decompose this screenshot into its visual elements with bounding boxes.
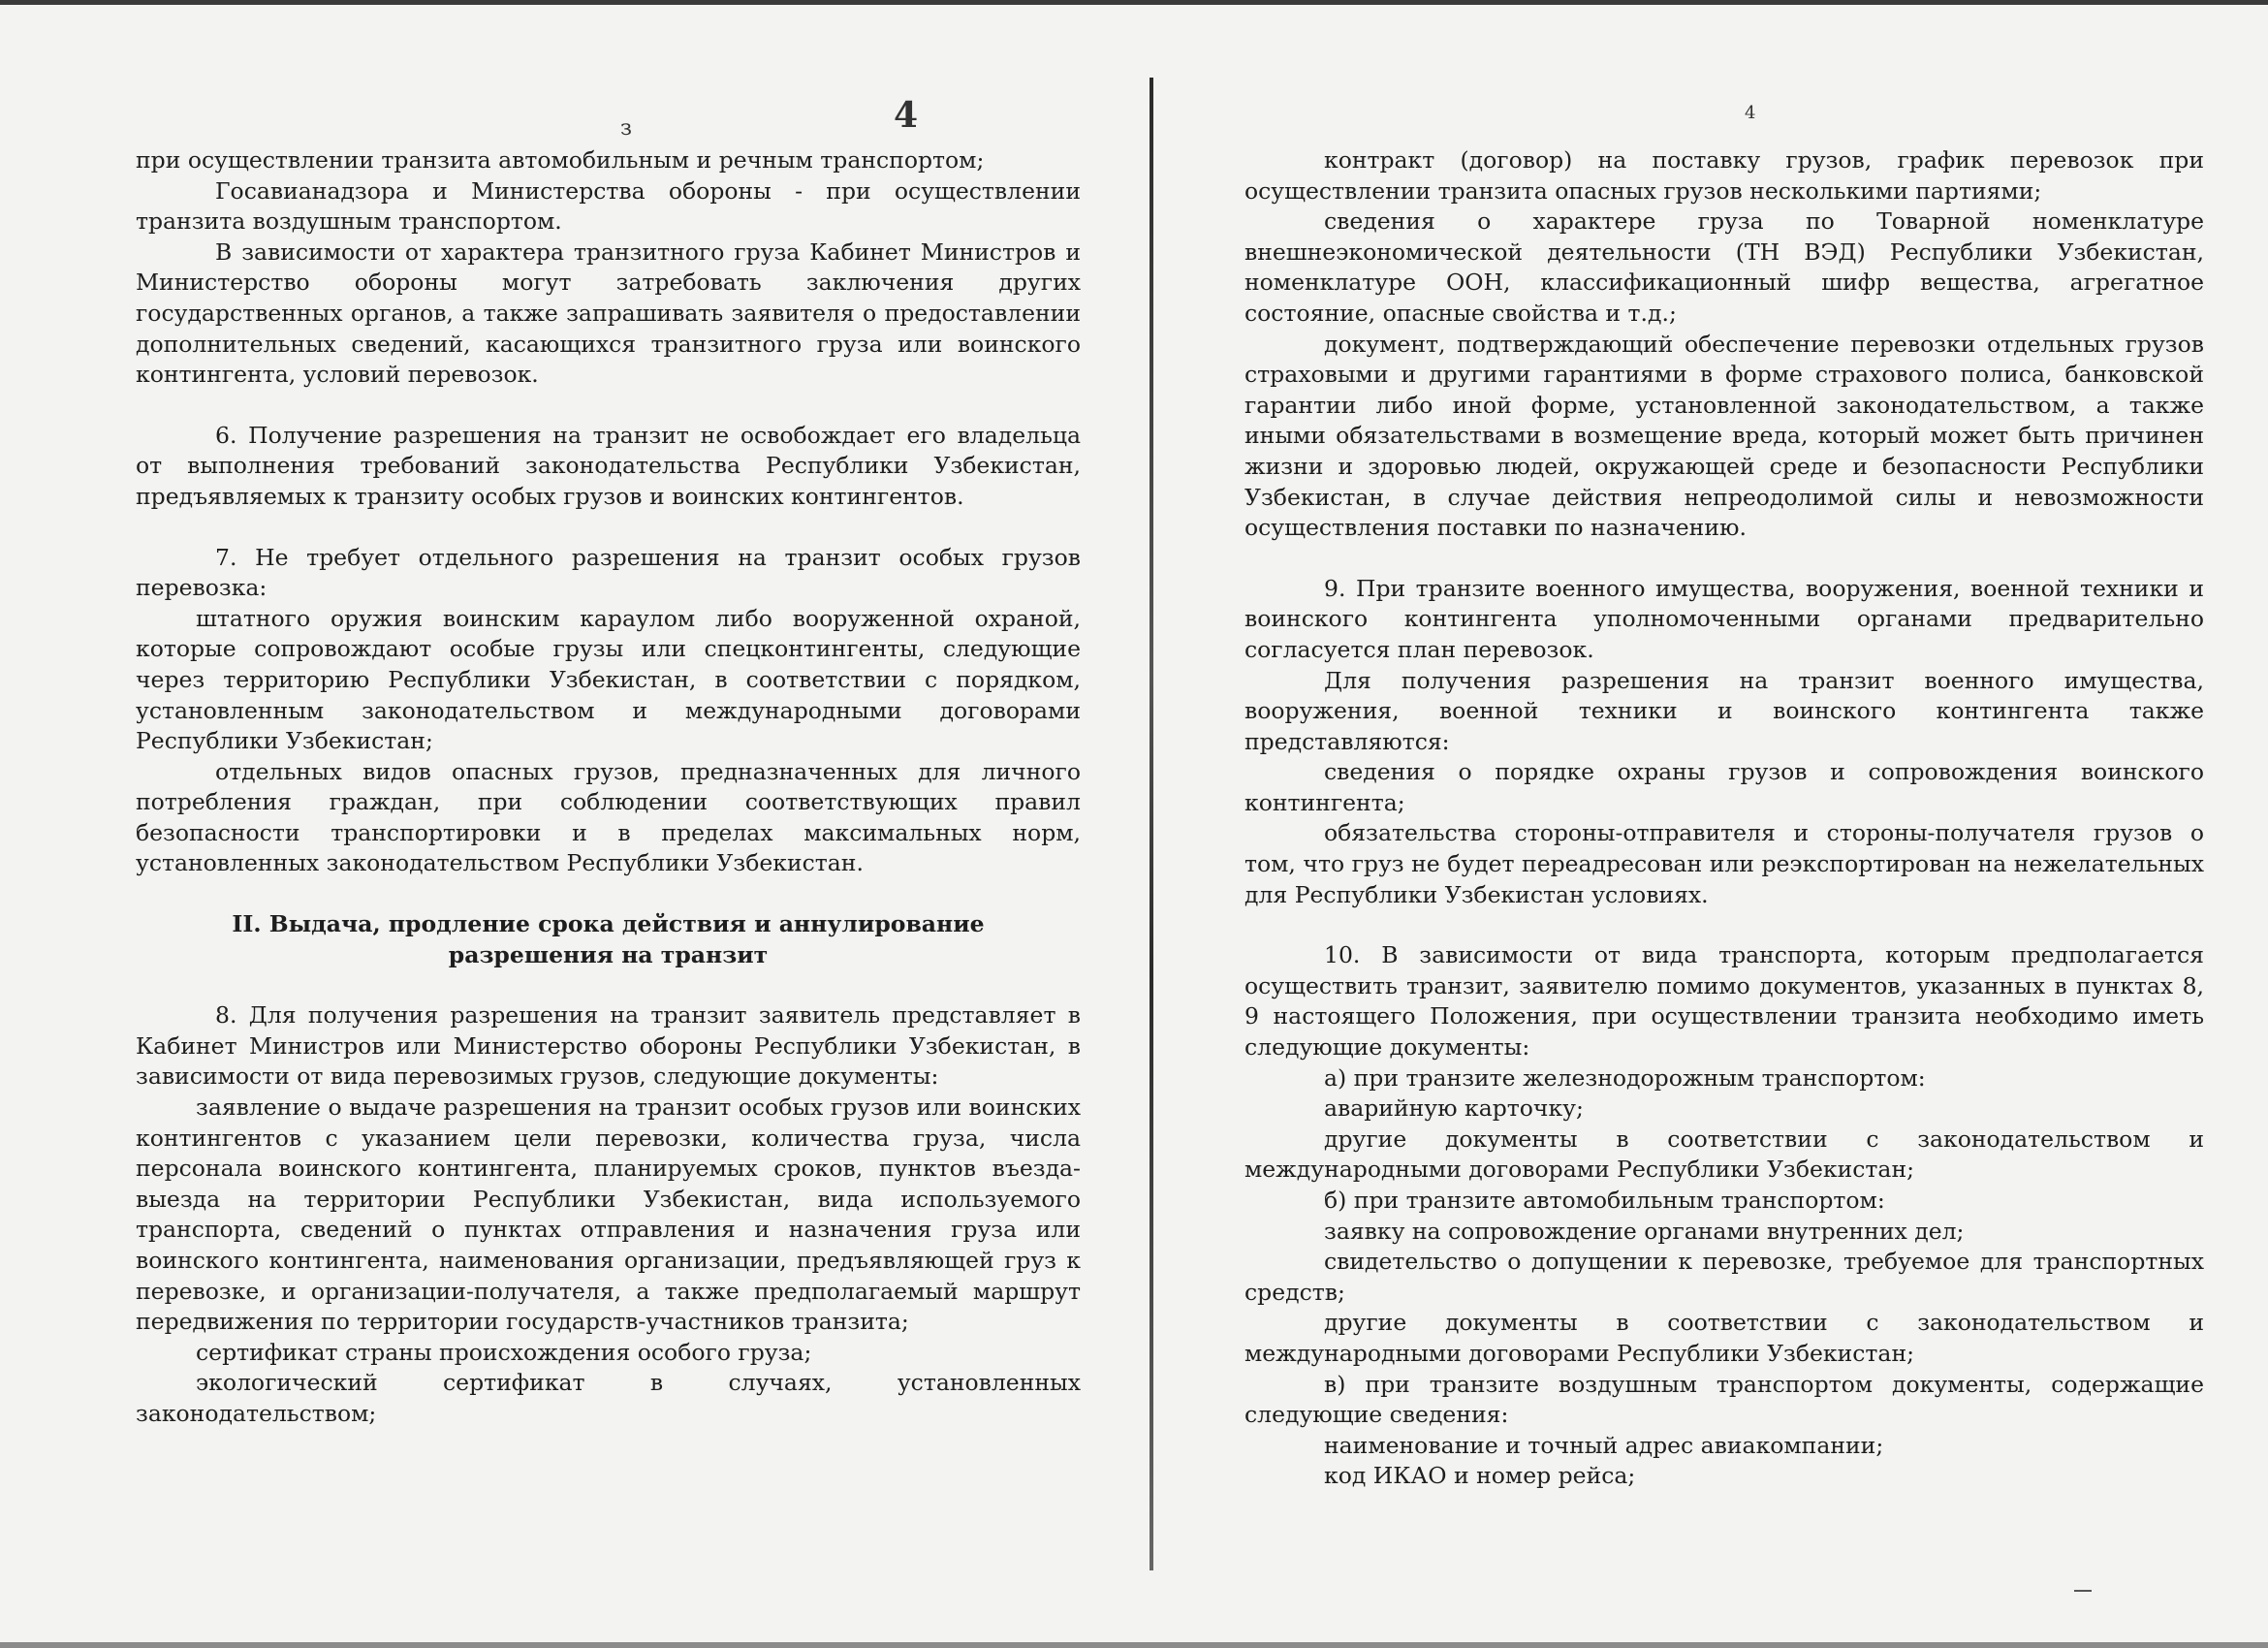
right-page	[1244, 145, 2204, 1492]
paragraph: при осуществлении транзита автомобильным и речным транспортом;	[136, 146, 985, 174]
paragraph: 10. В зависимости от вида транспорта, которым предполагается осуществить транзит, заявителю помимо документов, указанных в пунктах 8, 9 настоящего Положения, при осуществлении транзита необходимо иметь следующие документы:	[1244, 941, 2204, 1062]
paragraph: контракт (договор) на поставку грузов, график перевозок при осуществлении транзита опасных грузов несколькими партиями;	[1244, 146, 2204, 205]
paragraph: штатного оружия воинским караулом либо вооруженной охраной, которые сопровождают особые грузы или спецконтингенты, следующие через территорию Республики Узбекистан, в соответствии с порядком, установленным законодательством и международными договорами Республики Узбекистан;	[136, 604, 1081, 755]
section-heading: II. Выдача, продление срока действия и аннулирование	[232, 910, 985, 938]
paragraph: Госавианадзора и Министерства обороны - при осуществлении транзита воздушным транспортом.	[136, 176, 1081, 236]
paragraph: другие документы в соответствии с законодательством и международными договорами Республики Узбекистан;	[1244, 1125, 2204, 1184]
page-number-mark: 4	[894, 95, 919, 136]
paragraph: аварийную карточку;	[1324, 1094, 1584, 1123]
paragraph: свидетельство о допущении к перевозке, требуемое для транспортных средств;	[1244, 1248, 2204, 1306]
paragraph: 8. Для получения разрешения на транзит заявитель представляет в Кабинет Министров или Министерство обороны Республики Узбекистан, в зависимости от вида перевозимых грузов, следующие документы:	[136, 1001, 1081, 1091]
paragraph: В зависимости от характера транзитного груза Кабинет Министров и Министерство обороны могут затребовать заключения других государственных органов, а также запрашивать заявителя о предоставлении дополнительных сведений, касающихся транзитного груза или воинского контингента, условий перевозок.	[136, 238, 1081, 389]
paragraph: код ИКАО и номер рейса;	[1324, 1462, 1636, 1490]
paragraph: заявление о выдаче разрешения на транзит особых грузов или воинских контингентов с указанием цели перевозки, количества груза, числа персонала воинского контингента, планируемых сроков, пунктов въезда-выезда на территории Республики Узбекистан, вида используемого транспорта, сведений о пунктах отправления и назначения груза или воинского контингента, наименования организации, предъявляющей груз к перевозке, и организации-получателя, а также предполагаемый маршрут передвижения по территории государств-участников транзита;	[136, 1093, 1081, 1336]
paragraph: сертификат страны происхождения особого груза;	[196, 1338, 812, 1366]
page-mark-left-small: з	[620, 116, 632, 141]
page-mark-right-small: 4	[1745, 103, 1756, 123]
paragraph: сведения о характере груза по Товарной номенклатуре внешнеэкономической деятельности (ТН ВЭД) Республики Узбекистан, номенклатуре ООН, классификационный шифр вещества, агрегатное состояние, опасные свойства и т.д.;	[1244, 207, 2204, 327]
scan-edge-bottom	[0, 1642, 2268, 1648]
paragraph: 7. Не требует отдельного разрешения на транзит особых грузов перевозка:	[136, 543, 1081, 602]
left-page	[136, 145, 1081, 1430]
scan-edge-top	[0, 0, 2268, 5]
paragraph: 9. При транзите военного имущества, вооружения, военной техники и воинского контингента уполномоченными органами предварительно согласуется план перевозок.	[1244, 574, 2204, 663]
scan-artifact-dash	[2074, 1590, 2092, 1592]
paragraph: б) при транзите автомобильным транспортом:	[1324, 1187, 1885, 1214]
paragraph: в) при транзите воздушным транспортом документы, содержащие следующие сведения:	[1244, 1370, 2204, 1429]
section-heading: разрешения на транзит	[448, 940, 769, 968]
paragraph: сведения о порядке охраны грузов и сопровождения воинского контингента;	[1244, 758, 2204, 816]
paragraph: отдельных видов опасных грузов, предназначенных для личного потребления граждан, при соблюдении соответствующих правил безопасности транспортировки и в пределах максимальных норм, установленных законодательством Республики Узбекистан.	[136, 757, 1081, 877]
paragraph: наименование и точный адрес авиакомпании;	[1324, 1431, 1884, 1459]
page-fold-line	[1150, 78, 1153, 1570]
paragraph: Для получения разрешения на транзит военного имущества, вооружения, военной техники и воинского контингента также представляются:	[1244, 666, 2204, 755]
paragraph: документ, подтверждающий обеспечение перевозки отдельных грузов страховыми и другими гарантиями в форме страхового полиса, банковской гарантии либо иной форме, установленной законодательством, а также иными обязательствами в возмещение вреда, который может быть причинен жизни и здоровью людей, окружающей среде и безопасности Республики Узбекистан, в случае действия непреодолимой силы и невозможности осуществления поставки по назначению.	[1244, 330, 2204, 542]
paragraph: экологический сертификат в случаях, установленных законодательством;	[136, 1369, 1081, 1427]
paragraph: а) при транзите железнодорожным транспортом:	[1324, 1063, 1926, 1092]
paragraph: другие документы в соответствии с законодательством и международными договорами Республики Узбекистан;	[1244, 1309, 2204, 1367]
paragraph: обязательства стороны-отправителя и стороны-получателя грузов о том, что груз не будет переадресован или реэкспортирован на нежелательных для Республики Узбекистан условиях.	[1244, 819, 2204, 908]
paragraph: заявку на сопровождение органами внутренних дел;	[1324, 1217, 1965, 1245]
paragraph: 6. Получение разрешения на транзит не освобождает его владельца от выполнения требований законодательства Республики Узбекистан, предъявляемых к транзиту особых грузов и воинских контингентов.	[136, 421, 1081, 510]
